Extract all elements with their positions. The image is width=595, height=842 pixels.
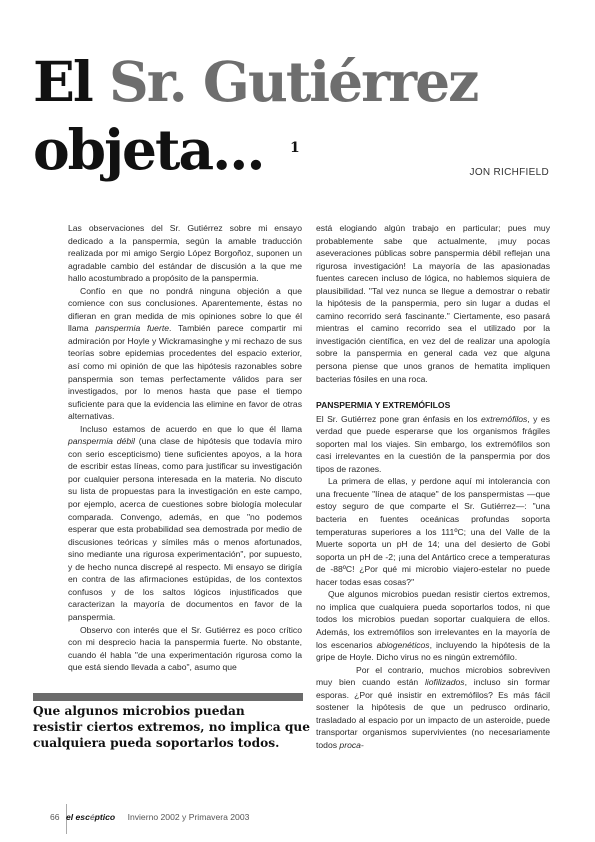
title-word-el: El <box>33 49 92 114</box>
pull-quote-line: resistir ciertos extremos, no implica que <box>33 719 310 734</box>
pull-quote-line: Que algunos microbios puedan <box>33 704 245 718</box>
paragraph: Observo con interés que el Sr. Gutiérrez es poco crítico con mi desprecio hacia la panspermia fuerte. No obstante, cuando él habla "de una experimentación rigurosa como la que está siendo llevada a cabo", asumo que <box>68 624 302 673</box>
right-column <box>316 222 550 751</box>
title-name: Sr. Gutiérrez <box>108 49 478 114</box>
magazine-name: el escéptico <box>65 812 116 822</box>
article-title <box>33 49 478 114</box>
paragraph: La primera de ellas, y perdone aquí mi intolerancia con una frecuente "línea de ataque" de los panspermistas —que estoy seguro de que comparte el Sr. Gutiérrez—: "una bacteria en fuentes oceánicas profundas soporta temperaturas superiores a los 111ºC; una del Valle de la Muerte soporta un pH de 14; una del desierto de Gobi soporta un pH de -2; ¡una del Antártico crece a temperaturas de -88ºC! ¿Por qué mi microbio viajero-estelar no puede hacer todas esas cosas?" <box>316 476 550 587</box>
paragraph: El Sr. Gutiérrez pone gran énfasis en los extremófilos, y es verdad que puede esperarse que los organismos frágiles soporten mal los viajes. Sin embargo, los extremófilos son casi irrelevantes en la cuestión de la panspermia por dos tipos de razones. <box>316 413 550 474</box>
footnote-marker: 1 <box>290 140 300 156</box>
paragraph: Incluso estamos de acuerdo en que lo que él llama panspermia débil (una clase de hipótesis que todavía miro con serio escepticismo) tiene suficientes apoyos, a la hora de escribir estas líneas, como para justificar su investigación por cualquier persona interesada en la materia. No discuto su lista de propuestas para la investigación en este campo, por ejemplo, acerca de cuestiones sobre biología molecular comparada. Convengo, además, en que "no podemos esperar que esta probabilidad sea demostrada por medio de discusiones teóricas y símiles más o menos afortunados, sino mediante una rigurosa experimentación", por supuesto, y de hecho nunca discrepé al respecto. Mi ensayo se dirigía en contra de las afirmaciones estúpidas, de los contextos confusos y de los saltos lógicos injustificados que caracterizan la mayoría de documentos en favor de la panspermia. <box>68 423 302 622</box>
paragraph: Por el contrario, muchos microbios sobreviven muy bien cuando están liofilizados, incluso sin formar esporas. ¿Por qué insistir en extremófilos? Es más fácil sostener la hipótesis de que un pedrusco ordinario, trasladado al espacio por un impacto de un asteroide, puede transportar organismos supervivientes (no necesariamente todos proca- <box>316 664 550 750</box>
author-name: JON RICHFIELD <box>469 167 549 178</box>
paragraph: Confío en que no pondrá ninguna objeción a que comience con sus conclusiones. Aparentemente, éstas no difieran en gran medida de mis opiniones sobre lo que él llama panspermia fuerte. También parece compartir mi admiración por Hoyle y Wickramasinghe y mi rechazo de sus teorías sobre epidemias procedentes del espacio exterior, así como mi opinión de que las hipótesis razonables sobre panspermia son temas perfectamente válidos para ser investigados, por lo menos hasta que pase el tiempo suficiente para que la evidencia las elimine en favor de otras alternativas. <box>68 285 302 422</box>
pull-quote <box>33 704 323 751</box>
page-number: 66 <box>50 812 60 822</box>
page-footer <box>50 812 249 822</box>
paragraph: Las observaciones del Sr. Gutiérrez sobre mi ensayo dedicado a la panspermia, según la amable traducción realizada por mi amigo Sergio López Borgoñoz, suponen un agradable cambio del estándar de discusión a la que me hallo acostumbrado a propósito de la panspermia. <box>68 223 302 284</box>
paragraph: Que algunos microbios puedan resistir ciertos extremos, no implica que cualquiera pueda soportarlos todos, ni que todos los microbios puedan soportar cualquiera de ellos. Además, los extremófilos son irrelevantes en la mayoría de los escenarios abiogenéticos, incluyendo la hipótesis de la gripe de Hoyle. Dicho virus no es ningún extremófilo. <box>316 589 550 663</box>
section-heading: PANSPERMIA Y EXTREMÓFILOS <box>316 400 451 411</box>
article-title-line2: objeta... <box>33 117 264 182</box>
paragraph: está elogiando algún trabajo en particular; pues muy probablemente sabe que actualmente, ¡muy pocas aseveraciones públicas sobre panspermia débil reflejan una rigurosa investigación! La mayoría de las apasionadas fuentes carecen incluso de lógica, no hablemos siquiera de plausibilidad. "Tal vez nunca se llegue a demostrar o rebatir la hipótesis de la panspermia, pero sin lugar a dudas el camino recorrido será fascinante." Ciertamente, eso pasará mientras el camino recorrido sea el utilizado por la investigación científica, en vez del de realizar una apología sobre la panspermia en general cada vez que alguna persona piense que unos granos de hematita impliquen bacterias fósiles en una roca. <box>316 223 550 384</box>
pull-quote-line: cualquiera pueda soportarlos todos. <box>33 735 280 750</box>
issue-label: Invierno 2002 y Primavera 2003 <box>127 812 250 822</box>
left-column <box>68 222 302 674</box>
pull-quote-bar <box>33 693 303 701</box>
